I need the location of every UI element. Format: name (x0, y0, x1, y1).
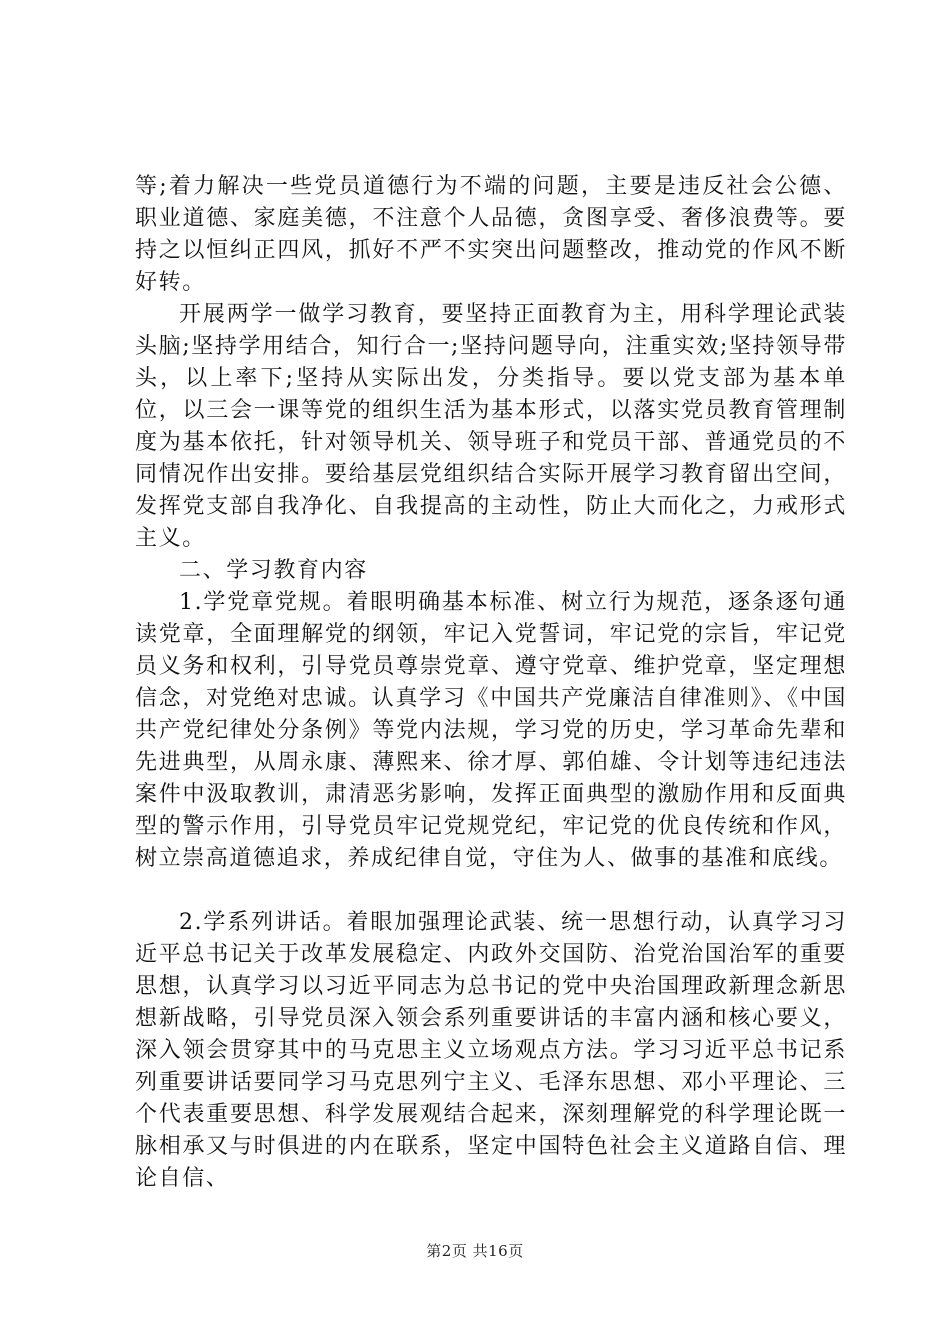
paragraph-continuation: 等;着力解决一些党员道德行为不端的问题，主要是违反社会公德、职业道德、家庭美德，不注意个人品德，贪图享受、奢侈浪费等。要持之以恒纠正四风，抓好不严不实突出问题整改，推动党的作风不断好转。 (135, 174, 847, 295)
paragraph-series-speeches: 2.学系列讲话。着眼加强理论武装、统一思想行动，认真学习习近平总书记关于改革发展稳定、内政外交国防、治党治国治军的重要思想，认真学习以习近平同志为总书记的党中央治国理政新理念新思想新战略，引导党员深入领会系列重要讲话的丰富内涵和核心要义，深入领会贯穿其中的马克思主义立场观点方法。学习习近平总书记系列重要讲话要同学习马克思列宁主义、毛泽东思想、邓小平理论、三个代表重要思想、科学发展观结合起来，深刻理解党的科学理论既一脉相承又与时俱进的内在联系，坚定中国特色社会主义道路自信、理论自信、 (135, 910, 847, 1191)
document-body (135, 171, 847, 1195)
page-number: 第2页 共16页 (426, 1242, 524, 1260)
paragraph-party-constitution: 1.学党章党规。着眼明确基本标准、树立行为规范，逐条逐句通读党章，全面理解党的纲领，牢记入党誓词，牢记党的宗旨，牢记党员义务和权利，引导党员尊崇党章、遵守党章、维护党章，坚定理想信念，对党绝对忠诚。认真学习《中国共产党廉洁自律准则》、《中国共产党纪律处分条例》等党内法规，学习党的历史，学习革命先辈和先进典型，从周永康、薄熙来、徐才厚、郭伯雄、令计划等违纪违法案件中汲取教训，肃清恶劣影响，发挥正面典型的激励作用和反面典型的警示作用，引导党员牢记党规党纪，牢记党的优良传统和作风，树立崇高道德追求，养成纪律自觉，守住为人、做事的基准和底线。 (135, 590, 847, 871)
paragraph-principles: 开展两学一做学习教育，要坚持正面教育为主，用科学理论武装头脑;坚持学用结合，知行合一;坚持问题导向，注重实效;坚持领导带头，以上率下;坚持从实际出发，分类指导。要以党支部为基本单位，以三会一课等党的组织生活为基本形式，以落实党员教育管理制度为基本依托，针对领导机关、领导班子和党员干部、普通党员的不同情况作出安排。要给基层党组织结合实际开展学习教育留出空间，发挥党支部自我净化、自我提高的主动性，防止大而化之，力戒形式主义。 (135, 302, 847, 551)
section-heading: 二、学习教育内容 (179, 558, 368, 583)
paragraph-gap (135, 875, 847, 907)
